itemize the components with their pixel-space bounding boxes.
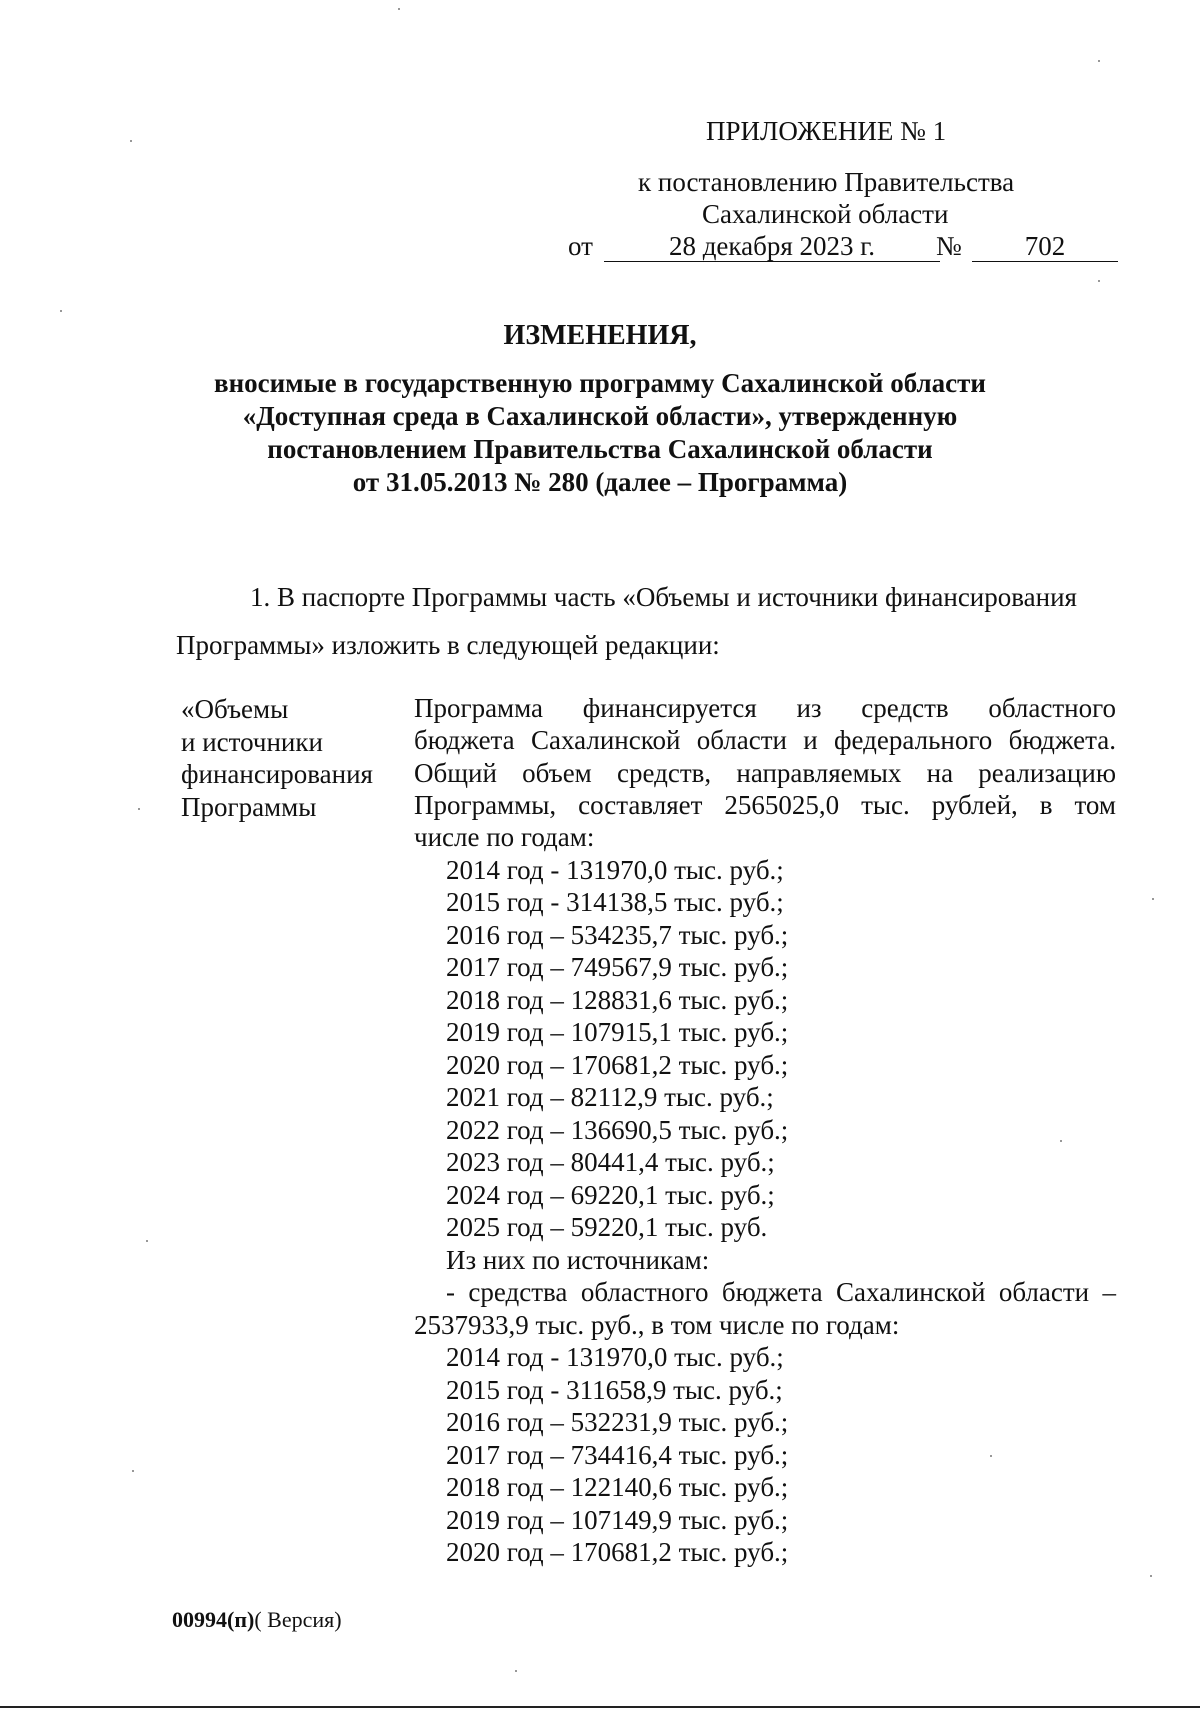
passport-label-line: финансирования [181, 759, 373, 789]
scan-speck [1150, 1575, 1152, 1577]
heading-line-2: «Доступная среда в Сахалинской области», утвержденную [242, 401, 958, 431]
passport-label-line: «Объемы [181, 694, 289, 724]
list-item: 2025 год – 59220,1 тыс. руб. [446, 1212, 768, 1242]
list-item: 2018 год – 122140,6 тыс. руб.; [446, 1472, 789, 1502]
list-item: 2022 год – 136690,5 тыс. руб.; [446, 1115, 789, 1145]
approval-line-1: к постановлению Правительства [638, 167, 1015, 197]
scan-speck [1152, 898, 1154, 900]
list-item: 2016 год – 534235,7 тыс. руб.; [446, 920, 789, 950]
scan-speck [1098, 280, 1100, 282]
scan-speck [990, 1455, 992, 1457]
intro-line-2: Программы» изложить в следующей редакции: [176, 630, 720, 660]
list-item: 2015 год - 314138,5 тыс. руб.; [446, 887, 784, 917]
para1-line-2: бюджета Сахалинской области и федерального бюджета. [414, 725, 1116, 755]
list-item: 2015 год - 311658,9 тыс. руб.; [446, 1375, 783, 1405]
scan-edge-line [0, 1706, 1200, 1708]
passport-label-line: Программы [181, 791, 317, 822]
document-title: ИЗМЕНЕНИЯ, [503, 320, 697, 351]
scan-speck [515, 1670, 517, 1672]
list-item: 2023 год – 80441,4 тыс. руб.; [446, 1147, 775, 1177]
intro-line-1: 1. В паспорте Программы часть «Объемы и источники финансирования [250, 582, 1077, 612]
approval-number: 702 [972, 230, 1118, 262]
passport-label-line: и источники [181, 726, 323, 757]
sources-label: Из них по источникам: [446, 1245, 710, 1275]
from-label: от [568, 231, 593, 261]
scan-speck [146, 1240, 148, 1242]
para2-line-3: числе по годам: [414, 822, 595, 852]
para1-line-1: Программа финансируется из средств областного [414, 693, 1116, 723]
regional-budget-line-1: - средства областного бюджета Сахалинской области – [446, 1277, 1116, 1307]
scan-speck [132, 1470, 134, 1472]
scan-speck [1098, 60, 1100, 62]
document-footer [172, 1607, 342, 1633]
list-item: 2024 год – 69220,1 тыс. руб.; [446, 1180, 775, 1210]
list-item: 2019 год – 107149,9 тыс. руб.; [446, 1505, 789, 1535]
document-version: ( Версия) [254, 1607, 342, 1632]
list-item: 2014 год - 131970,0 тыс. руб.; [446, 1342, 784, 1372]
scan-speck [60, 310, 62, 312]
list-item: 2021 год – 82112,9 тыс. руб.; [446, 1082, 774, 1112]
list-item: 2017 год – 734416,4 тыс. руб.; [446, 1440, 789, 1470]
list-item: 2020 год – 170681,2 тыс. руб.; [446, 1050, 789, 1080]
list-item: 2019 год – 107915,1 тыс. руб.; [446, 1017, 789, 1047]
scan-speck [138, 808, 140, 810]
approval-date: 28 декабря 2023 г. [604, 230, 940, 262]
list-item: 2018 год – 128831,6 тыс. руб.; [446, 985, 789, 1015]
heading-line-4: от 31.05.2013 № 280 (далее – Программа) [352, 467, 848, 497]
heading-line-1: вносимые в государственную программу Сахалинской области [213, 368, 986, 398]
list-item: 2014 год - 131970,0 тыс. руб.; [446, 855, 784, 885]
para2-line-1: Общий объем средств, направляемых на реализацию [414, 758, 1116, 788]
list-item: 2017 год – 749567,9 тыс. руб.; [446, 952, 789, 982]
approval-line-2: Сахалинской области [702, 199, 949, 229]
scan-speck [398, 8, 400, 10]
regional-budget-line-2: 2537933,9 тыс. руб., в том числе по годам: [414, 1310, 900, 1340]
document-code: 00994(п) [172, 1607, 255, 1632]
scan-speck [130, 140, 132, 142]
list-item: 2016 год – 532231,9 тыс. руб.; [446, 1407, 789, 1437]
list-item: 2020 год – 170681,2 тыс. руб.; [446, 1537, 789, 1567]
para2-line-2: Программы, составляет 2565025,0 тыс. рублей, в том [414, 790, 1116, 820]
number-label: № [936, 231, 962, 261]
heading-line-3: постановлением Правительства Сахалинской области [267, 434, 933, 464]
passport-label [181, 693, 391, 823]
scan-speck [1060, 1140, 1062, 1142]
appendix-title-text: ПРИЛОЖЕНИЕ № 1 [706, 116, 947, 146]
